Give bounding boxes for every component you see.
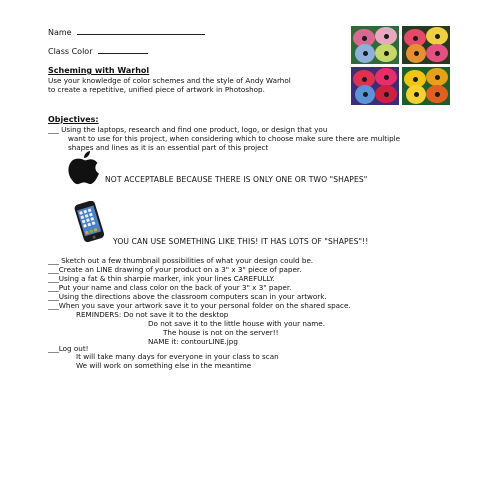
warhol-flowers-image [351,26,451,105]
step-item: ___Put your name and class color on the back of your 3" x 3" paper. [48,283,292,292]
flower-center [414,92,419,97]
logout-note: It will take many days for everyone in your class to scan [76,352,279,361]
good-example-caption: YOU CAN USE SOMETHING LIKE THIS! IT HAS LOTS OF "SHAPES"!! [113,237,369,246]
name-label: Name [48,28,72,37]
step-item: ___When you save your artwork save it to your personal folder on the shared space. [48,301,351,310]
reminder-line: The house is not on the server!! [163,328,279,337]
objectives-heading: Objectives: [48,115,99,124]
reminder-line: Do not save it to the little house with your name. [148,319,326,328]
flower-tile [402,67,450,105]
name-field[interactable] [48,26,205,37]
flower-tile [351,67,399,105]
flower-center [413,36,418,41]
flower-center [362,36,367,41]
flower-center [384,92,389,97]
step-item: ___Using a fat & thin sharpie marker, ink your lines CAREFULLY. [48,274,275,283]
intro-line-1: Use your knowledge of color schemes and the style of Andy Warhol [48,76,291,85]
flower-center [413,77,418,82]
intro-line-2: to create a repetitive, unified piece of artwork in Photoshop. [48,85,265,94]
flower-center [435,92,440,97]
logout-note: We will work on something else in the meantime [76,361,252,370]
step-item: ___ Sketch out a few thumbnail possibilities of what your design could be. [48,256,314,265]
bad-example-caption: NOT ACCEPTABLE BECAUSE THERE IS ONLY ONE OR TWO "SHAPES" [105,175,368,184]
flower-center [435,75,440,80]
reminder-line: REMINDERS: Do not save it to the desktop [76,310,229,319]
objective-1-line-1: ___ Using the laptops, research and find one product, logo, or design that you [48,125,328,134]
flower-center [435,34,440,39]
step-item: ___Using the directions above the classroom computers scan in your artwork. [48,292,327,301]
flower-center [363,51,368,56]
name-blank[interactable] [77,26,205,35]
step-item: ___Create an LINE drawing of your product on a 3" x 3" piece of paper. [48,265,302,274]
flower-center [362,77,367,82]
flower-center [384,75,389,80]
intro-title: Scheming with Warhol [48,66,150,75]
class-color-blank[interactable] [98,45,148,54]
class-color-field[interactable] [48,45,148,56]
iphone-image-icon [68,201,110,243]
flower-tile [402,26,450,64]
flower-center [384,51,389,56]
flower-center [363,92,368,97]
objective-1-line-2: want to use for this project, when considering which to choose make sure there are multiple [68,134,401,143]
logout-step: ___Log out! [48,344,89,353]
flower-center [435,51,440,56]
flower-center [414,51,419,56]
flower-center [384,34,389,39]
class-color-label: Class Color [48,47,93,56]
reminder-line: NAME it: contourLINE.jpg [148,337,238,346]
apple-logo-icon [66,151,102,185]
objective-1-line-3: shapes and lines as it is an essential part of this project [68,143,269,152]
flower-tile [351,26,399,64]
